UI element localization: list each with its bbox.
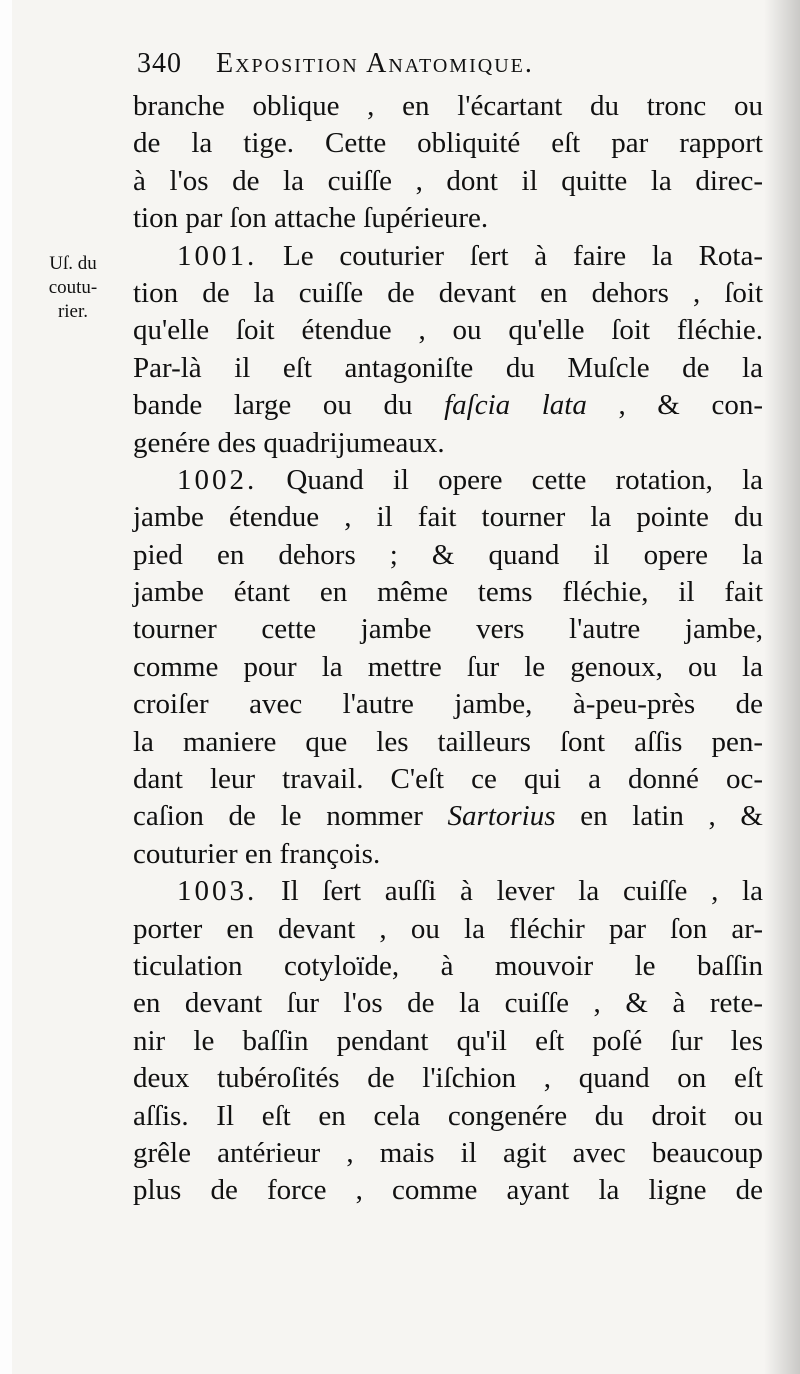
line-text: de la tige. Cette obliquité eſt par rapport	[133, 127, 763, 160]
line-text: plus de force , comme ayant la ligne de	[133, 1174, 763, 1207]
line-text: croiſer avec l'autre jambe, à-peu-près de	[133, 688, 763, 721]
text-line	[133, 1098, 763, 1135]
paragraph-number: 1001.	[177, 239, 258, 272]
line-text: caſion de le nommer	[133, 800, 448, 833]
line-text: couturier en françois.	[133, 837, 381, 870]
line-text: grêle antérieur , mais il agit avec beaucoup	[133, 1136, 763, 1169]
line-text: nir le baſſin pendant qu'il eſt poſé ſur les	[133, 1024, 763, 1057]
text-line	[133, 425, 763, 462]
margin-note-line: coutu-	[48, 277, 98, 298]
line-text: Quand il opere cette rotation, la	[257, 463, 763, 496]
line-text: tourner cette jambe vers l'autre jambe,	[133, 613, 763, 646]
text-line	[133, 350, 763, 387]
running-title: Exposition Anatomique.	[216, 48, 534, 79]
line-text: comme pour la mettre ſur le genoux, ou la	[133, 650, 763, 683]
page-spine-shadow	[764, 0, 800, 1374]
text-line	[133, 312, 763, 349]
line-text: porter en devant , ou la fléchir par ſon ar-	[133, 912, 763, 945]
paragraph-start-line	[133, 462, 763, 499]
line-text: en latin , &	[555, 800, 763, 833]
italic-term: Sartorius	[447, 800, 556, 833]
line-text: pied en dehors ; & quand il opere la	[133, 538, 763, 571]
text-line	[133, 911, 763, 948]
line-text: genére des quadrijumeaux.	[133, 426, 445, 459]
line-text: dant leur travail. C'eſt ce qui a donné oc-	[133, 763, 763, 796]
page-number: 340	[137, 48, 182, 79]
paragraph-number: 1003.	[177, 875, 258, 908]
text-line	[133, 387, 763, 424]
line-text: Par-là il eſt antagoniſte du Muſcle de la	[133, 351, 763, 384]
text-line	[133, 1023, 763, 1060]
text-line	[133, 499, 763, 536]
text-line	[133, 649, 763, 686]
line-text: tion de la cuiſſe de devant en dehors , ſoit	[133, 276, 763, 309]
body-text	[133, 88, 763, 1210]
text-line	[133, 1135, 763, 1172]
text-line	[133, 611, 763, 648]
text-line	[133, 88, 763, 125]
text-line	[133, 200, 763, 237]
text-line	[133, 1060, 763, 1097]
text-line	[133, 948, 763, 985]
line-text: bande large ou du	[133, 389, 445, 422]
line-text: tion par ſon attache ſupérieure.	[133, 202, 489, 235]
running-head	[137, 48, 767, 80]
text-line	[133, 275, 763, 312]
paragraph-start-line	[133, 238, 763, 275]
line-text: Il ſert auſſi à lever la cuiſſe , la	[257, 875, 763, 908]
page-left-edge	[0, 0, 12, 1374]
text-line	[133, 163, 763, 200]
line-text: ticulation cotyloïde, à mouvoir le baſſin	[133, 949, 763, 982]
paragraph-number: 1002.	[177, 463, 258, 496]
text-line	[133, 125, 763, 162]
line-text: à l'os de la cuiſſe , dont il quitte la direc-	[133, 164, 763, 197]
line-text: la maniere que les tailleurs ſont aſſis pen-	[133, 725, 763, 758]
line-text: qu'elle ſoit étendue , ou qu'elle ſoit fléchie.	[133, 314, 763, 347]
text-line	[133, 537, 763, 574]
italic-term: faſcia lata	[444, 389, 587, 422]
margin-note-line: rier.	[57, 301, 89, 322]
text-line	[133, 798, 763, 835]
line-text: jambe étendue , il fait tourner la pointe du	[133, 501, 763, 534]
text-line	[133, 686, 763, 723]
text-line	[133, 1172, 763, 1209]
line-text: deux tubéroſités de l'iſchion , quand on eſt	[133, 1062, 763, 1095]
line-text: en devant ſur l'os de la cuiſſe , & à rete-	[133, 987, 763, 1020]
line-text: Le couturier ſert à faire la Rota-	[257, 239, 763, 272]
text-line	[133, 724, 763, 761]
line-text: , & con-	[586, 389, 763, 422]
text-line	[133, 836, 763, 873]
line-text: jambe étant en même tems fléchie, il fait	[133, 576, 763, 609]
margin-note	[28, 252, 118, 324]
margin-note-line: Uſ. du	[49, 253, 97, 274]
text-line	[133, 761, 763, 798]
text-line	[133, 574, 763, 611]
line-text: aſſis. Il eſt en cela congenére du droit ou	[133, 1099, 763, 1132]
line-text: branche oblique , en l'écartant du tronc ou	[133, 90, 763, 122]
paragraph-start-line	[133, 873, 763, 910]
text-line	[133, 985, 763, 1022]
